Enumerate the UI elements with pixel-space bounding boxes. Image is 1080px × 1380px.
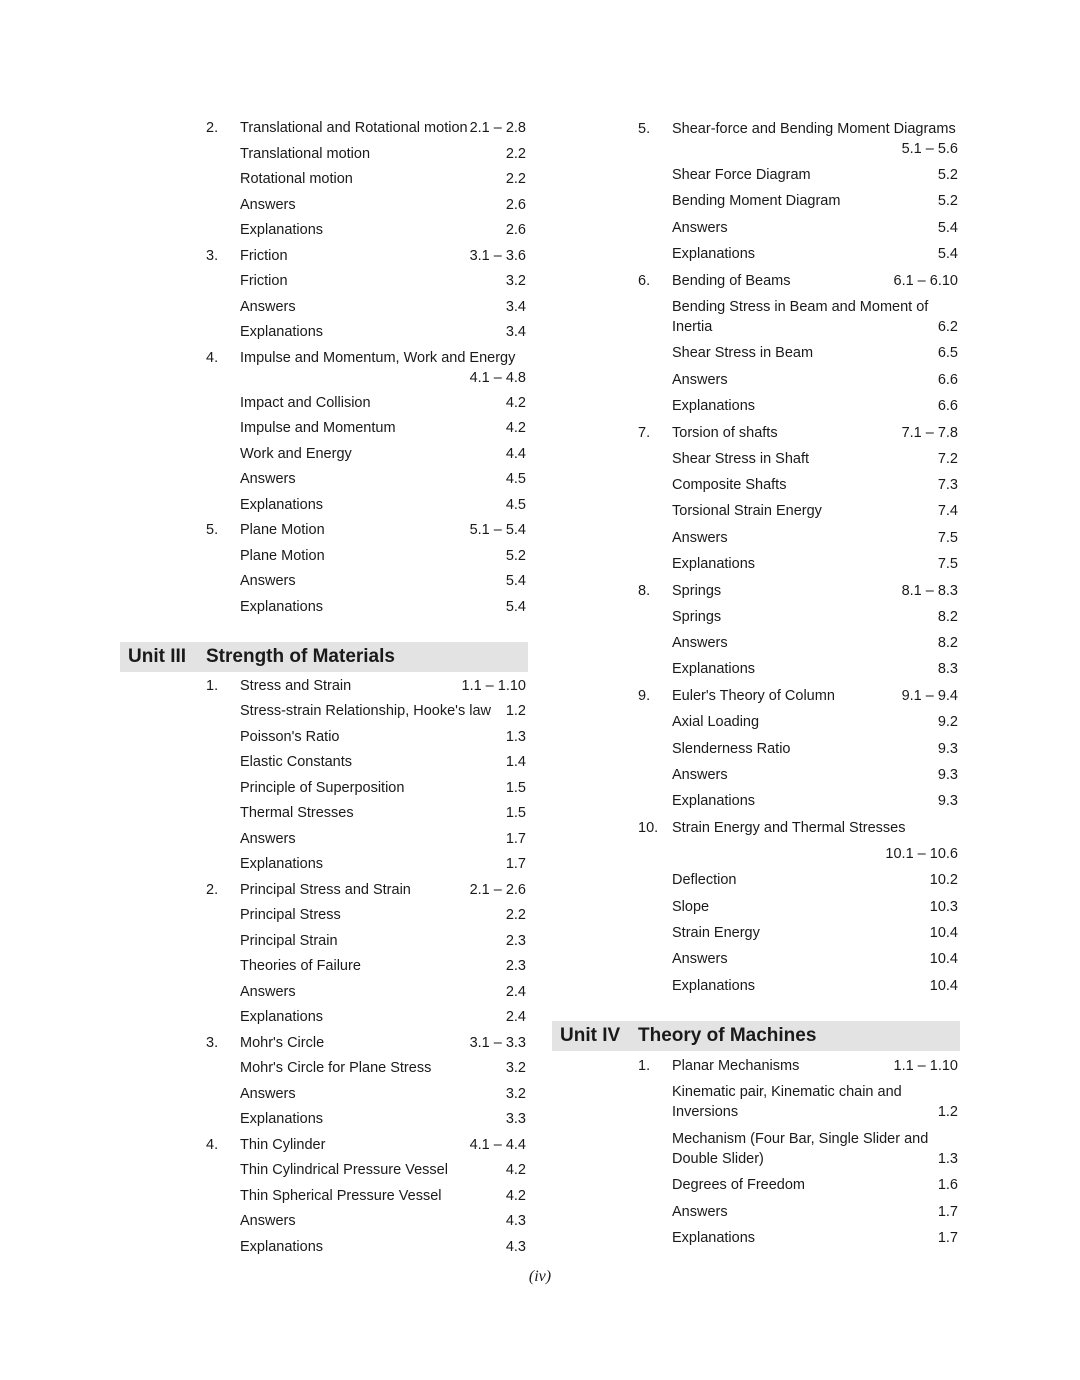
entry-page: 5.1 – 5.6 (901, 141, 958, 157)
entry-title: Shear Force Diagram (672, 167, 811, 183)
entry-title: Slope (672, 899, 710, 915)
entry-title: Principal Stress and Strain (240, 882, 411, 898)
entry-title: Answers (672, 220, 728, 236)
entry-page: 4.3 (505, 1239, 526, 1255)
entry-title: Mohr's Circle for Plane Stress (240, 1060, 432, 1076)
entry-title: Poisson's Ratio (240, 729, 340, 745)
entry-page: 4.5 (505, 471, 526, 487)
entry-title: Bending of Beams (672, 273, 791, 289)
entry-title: Mohr's Circle (240, 1035, 325, 1051)
entry-page: 4.5 (505, 497, 526, 513)
entry-page: 3.2 (505, 1060, 526, 1076)
entry-page: 8.1 – 8.3 (901, 583, 958, 599)
entry-page: 7.2 (937, 451, 958, 467)
entry-title: Explanations (240, 1009, 324, 1025)
entry-title: Explanations (672, 661, 756, 677)
entry-page: 1.7 (937, 1204, 958, 1220)
entry-title: Bending Moment Diagram (672, 193, 841, 209)
entry-title: Thermal Stresses (240, 805, 354, 821)
entry-page: 3.4 (505, 299, 526, 315)
entry-title: Plane Motion (240, 522, 325, 538)
chapter-number: 4. (206, 1137, 219, 1153)
entry-title: Explanations (240, 856, 324, 872)
entry-title: Answers (240, 984, 296, 1000)
entry-page: 10.4 (929, 951, 958, 967)
unit-title: Strength of Materials (206, 646, 395, 667)
chapter-number: 2. (206, 882, 219, 898)
entry-page: 7.4 (937, 503, 958, 519)
entry-title: Torsional Strain Energy (672, 503, 822, 519)
entry-page: 1.5 (505, 805, 526, 821)
entry-title: Answers (672, 372, 728, 388)
entry-title: Stress and Strain (240, 678, 352, 694)
entry-title: Explanations (240, 1111, 324, 1127)
entry-title: Shear Stress in Shaft (672, 451, 810, 467)
entry-title: Answers (240, 573, 296, 589)
entry-page: 4.1 – 4.8 (469, 370, 526, 386)
entry-title: Mechanism (Four Bar, Single Slider and Double Slider) (672, 1131, 929, 1167)
entry-page: 10.4 (929, 925, 958, 941)
entry-title: Answers (672, 767, 728, 783)
entry-page: 1.4 (505, 754, 526, 770)
entry-title: Theories of Failure (240, 958, 361, 974)
entry-title: Translational and Rotational motion (240, 120, 468, 136)
entry-page: 3.3 (505, 1111, 526, 1127)
entry-page: 7.5 (937, 556, 958, 572)
entry-title: Plane Motion (240, 548, 325, 564)
entry-title: Euler's Theory of Column (672, 688, 835, 704)
entry-title: Springs (672, 583, 722, 599)
entry-title: Axial Loading (672, 714, 760, 730)
entry-page: 1.7 (937, 1230, 958, 1246)
entry-page: 1.6 (937, 1177, 958, 1193)
entry-title: Degrees of Freedom (672, 1177, 805, 1193)
entry-title: Planar Mechanisms (672, 1058, 800, 1074)
entry-page: 1.7 (505, 831, 526, 847)
entry-page: 9.1 – 9.4 (901, 688, 958, 704)
entry-title: Answers (240, 299, 296, 315)
entry-title: Shear-force and Bending Moment Diagrams (672, 121, 956, 137)
entry-page: 7.3 (937, 477, 958, 493)
entry-page: 1.3 (505, 729, 526, 745)
unit-title: Theory of Machines (638, 1025, 817, 1046)
entry-title: Explanations (240, 599, 324, 615)
entry-title: Impact and Collision (240, 395, 371, 411)
chapter-number: 7. (638, 425, 651, 441)
entry-page: 4.3 (505, 1213, 526, 1229)
entry-title: Explanations (672, 398, 756, 414)
entry-title: Explanations (672, 793, 756, 809)
chapter-number: 4. (206, 350, 219, 366)
entry-title: Impulse and Momentum, Work and Energy (240, 350, 516, 366)
chapter-number: 6. (638, 273, 651, 289)
entry-page: 3.2 (505, 273, 526, 289)
entry-page: 4.1 – 4.4 (469, 1137, 526, 1153)
entry-title: Strain Energy and Thermal Stresses (672, 820, 906, 836)
entry-title: Impulse and Momentum (240, 420, 396, 436)
chapter-number: 1. (638, 1058, 651, 1074)
entry-page: 2.6 (505, 222, 526, 238)
entry-page: 2.3 (505, 958, 526, 974)
chapter-number: 1. (206, 678, 219, 694)
entry-page: 1.3 (937, 1151, 958, 1167)
entry-title: Composite Shafts (672, 477, 787, 493)
page-number: (iv) (528, 1268, 552, 1285)
entry-title: Shear Stress in Beam (672, 345, 814, 361)
entry-page: 3.2 (505, 1086, 526, 1102)
entry-page: 5.2 (937, 193, 958, 209)
entry-title: Explanations (672, 1230, 756, 1246)
entry-page: 2.3 (505, 933, 526, 949)
entry-page: 4.2 (505, 1162, 526, 1178)
entry-title: Strain Energy (672, 925, 760, 941)
unit-header (552, 1021, 960, 1051)
entry-page: 8.3 (937, 661, 958, 677)
entry-page: 3.4 (505, 324, 526, 340)
entry-title: Kinematic pair, Kinematic chain and Inversions (672, 1084, 902, 1120)
entry-title: Explanations (240, 1239, 324, 1255)
entry-title: Torsion of shafts (672, 425, 778, 441)
entry-page: 2.4 (505, 1009, 526, 1025)
entry-page: 6.2 (937, 319, 958, 335)
entry-title: Answers (240, 197, 296, 213)
entry-page: 4.2 (505, 395, 526, 411)
entry-title: Explanations (240, 497, 324, 513)
entry-title: Answers (240, 1213, 296, 1229)
entry-title: Answers (240, 471, 296, 487)
entry-page: 6.1 – 6.10 (893, 273, 958, 289)
entry-title: Friction (240, 273, 288, 289)
chapter-number: 3. (206, 1035, 219, 1051)
entry-title: Principle of Superposition (240, 780, 405, 796)
entry-page: 5.4 (505, 599, 526, 615)
entry-page: 6.6 (937, 398, 958, 414)
entry-page: 10.1 – 10.6 (885, 846, 958, 862)
chapter-number: 2. (206, 120, 219, 136)
entry-title: Thin Cylinder (240, 1137, 326, 1153)
entry-title: Explanations (672, 978, 756, 994)
unit-number: Unit III (128, 646, 187, 667)
entry-title: Elastic Constants (240, 754, 353, 770)
entry-page: 7.5 (937, 530, 958, 546)
chapter-number: 8. (638, 583, 651, 599)
entry-page: 8.2 (937, 635, 958, 651)
chapter-number: 5. (206, 522, 219, 538)
unit-number: Unit IV (560, 1025, 621, 1046)
entry-page: 10.4 (929, 978, 958, 994)
entry-page: 8.2 (937, 609, 958, 625)
chapter-number: 9. (638, 688, 651, 704)
entry-page: 5.1 – 5.4 (469, 522, 526, 538)
entry-title: Principal Strain (240, 933, 338, 949)
entry-page: 5.2 (505, 548, 526, 564)
unit-header (120, 642, 528, 672)
entry-page: 2.1 – 2.8 (469, 120, 526, 136)
entry-title: Slenderness Ratio (672, 741, 791, 757)
entry-page: 5.4 (937, 220, 958, 236)
entry-page: 1.5 (505, 780, 526, 796)
entry-page: 1.1 – 1.10 (461, 678, 526, 694)
entry-page: 5.4 (505, 573, 526, 589)
entry-page: 3.1 – 3.3 (469, 1035, 526, 1051)
entry-title: Stress-strain Relationship, Hooke's law (240, 703, 491, 719)
entry-title: Answers (240, 831, 296, 847)
entry-title: Deflection (672, 872, 737, 888)
entry-page: 9.3 (937, 793, 958, 809)
entry-title: Explanations (240, 324, 324, 340)
entry-page: 2.6 (505, 197, 526, 213)
entry-title: Explanations (672, 556, 756, 572)
entry-page: 4.4 (505, 446, 526, 462)
entry-page: 9.3 (937, 767, 958, 783)
entry-page: 10.3 (929, 899, 958, 915)
entry-page: 5.4 (937, 246, 958, 262)
entry-page: 2.2 (505, 907, 526, 923)
entry-page: 7.1 – 7.8 (901, 425, 958, 441)
entry-title: Friction (240, 248, 288, 264)
entry-title: Bending Stress in Beam and Moment of Inertia (672, 299, 929, 335)
entry-title: Thin Cylindrical Pressure Vessel (240, 1162, 448, 1178)
entry-page: 9.3 (937, 741, 958, 757)
entry-title: Principal Stress (240, 907, 341, 923)
entry-title: Rotational motion (240, 171, 353, 187)
entry-page: 4.2 (505, 1188, 526, 1204)
entry-title: Answers (240, 1086, 296, 1102)
entry-page: 6.6 (937, 372, 958, 388)
entry-page: 6.5 (937, 345, 958, 361)
chapter-number: 5. (638, 121, 651, 137)
entry-title: Explanations (672, 246, 756, 262)
entry-title: Answers (672, 951, 728, 967)
entry-page: 1.7 (505, 856, 526, 872)
chapter-number: 10. (638, 820, 659, 836)
entry-title: Springs (672, 609, 722, 625)
entry-title: Translational motion (240, 146, 371, 162)
entry-page: 1.2 (505, 703, 526, 719)
entry-page: 3.1 – 3.6 (469, 248, 526, 264)
entry-page: 1.1 – 1.10 (893, 1058, 958, 1074)
entry-page: 2.4 (505, 984, 526, 1000)
entry-page: 9.2 (937, 714, 958, 730)
entry-title: Thin Spherical Pressure Vessel (240, 1188, 442, 1204)
entry-title: Explanations (240, 222, 324, 238)
entry-page: 10.2 (929, 872, 958, 888)
entry-title: Answers (672, 1204, 728, 1220)
entry-page: 4.2 (505, 420, 526, 436)
chapter-number: 3. (206, 248, 219, 264)
entry-title: Answers (672, 635, 728, 651)
entry-page: 2.2 (505, 146, 526, 162)
entry-title: Answers (672, 530, 728, 546)
entry-page: 5.2 (937, 167, 958, 183)
entry-page: 2.1 – 2.6 (469, 882, 526, 898)
entry-page: 2.2 (505, 171, 526, 187)
entry-page: 1.2 (937, 1104, 958, 1120)
entry-title: Work and Energy (240, 446, 352, 462)
